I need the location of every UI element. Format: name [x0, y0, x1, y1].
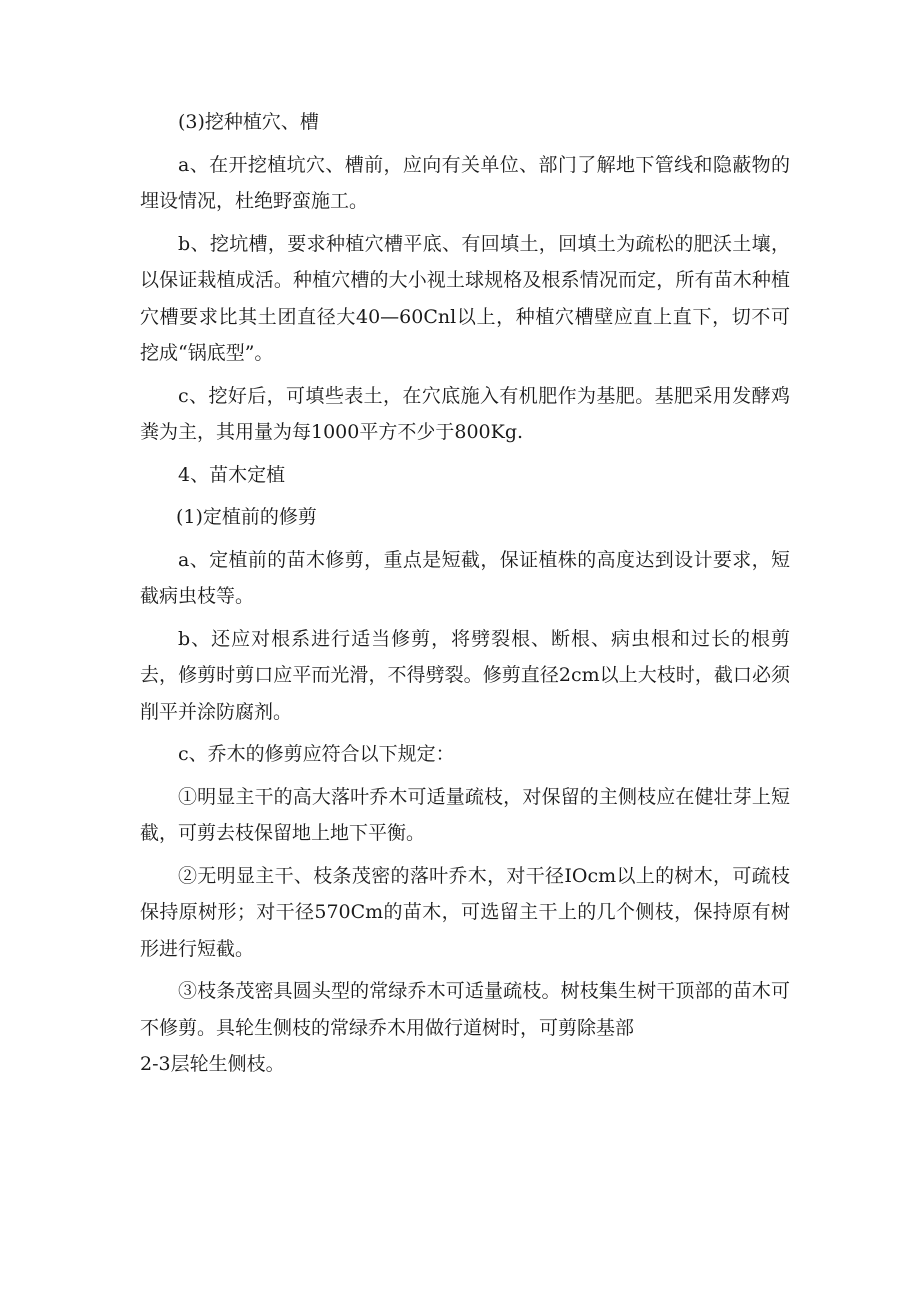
paragraph-root-pruning: b、还应对根系进行适当修剪，将劈裂根、断根、病虫根和过长的根剪去，修剪时剪口应平而光滑，不得劈裂。修剪直径2cm以上大枝时，截口必须削平并涂防腐剂。	[140, 627, 790, 723]
paragraph-base-fertilizer: c、挖好后，可填些表土，在穴底施入有机肥作为基肥。基肥采用发酵鸡粪为主，其用量为每1000平方不少于800Kg.	[140, 384, 790, 443]
paragraph-tree-pruning-rules: c、乔木的修剪应符合以下规定：	[178, 743, 455, 765]
list-item-rule-2: ②无明显主干、枝条茂密的落叶乔木，对干径IOcm以上的树木，可疏枝保持原树形；对干径570Cm的苗木，可选留主干上的几个侧枝，保持原有树形进行短截。	[140, 864, 790, 960]
paragraph-dig-trench-requirements: b、挖坑槽，要求种植穴槽平底、有回填土，回填土为疏松的肥沃土壤，以保证栽植成活。种植穴槽的大小视土球规格及根系情况而定，所有苗木种植穴槽要求比其土团直径大40—60Cnl以上，种植穴槽壁应直上直下，切不可挖成“锅底型”。	[140, 232, 790, 364]
heading-dig-planting-holes: (3)挖种植穴、槽	[178, 111, 319, 133]
heading-pre-planting-pruning: (1)定植前的修剪	[176, 506, 317, 528]
paragraph-check-pipelines: a、在开挖植坑穴、槽前，应向有关单位、部门了解地下管线和隐蔽物的埋设情况，杜绝野蛮施工。	[140, 153, 790, 212]
list-item-rule-3-continued: 2-3层轮生侧枝。	[140, 1053, 285, 1075]
paragraph-seedling-pruning: a、定植前的苗木修剪，重点是短截，保证植株的高度达到设计要求，短截病虫枝等。	[140, 548, 790, 607]
heading-seedling-planting: 4、苗木定植	[178, 463, 286, 486]
document-body	[140, 104, 790, 1089]
list-item-rule-3: ③枝条茂密具圆头型的常绿乔木可适量疏枝。树枝集生树干顶部的苗木可不修剪。具轮生侧枝的常绿乔木用做行道树时，可剪除基部	[140, 980, 790, 1039]
list-item-rule-1: ①明显主干的高大落叶乔木可适量疏枝，对保留的主侧枝应在健壮芽上短截，可剪去枝保留地上地下平衡。	[140, 785, 790, 844]
